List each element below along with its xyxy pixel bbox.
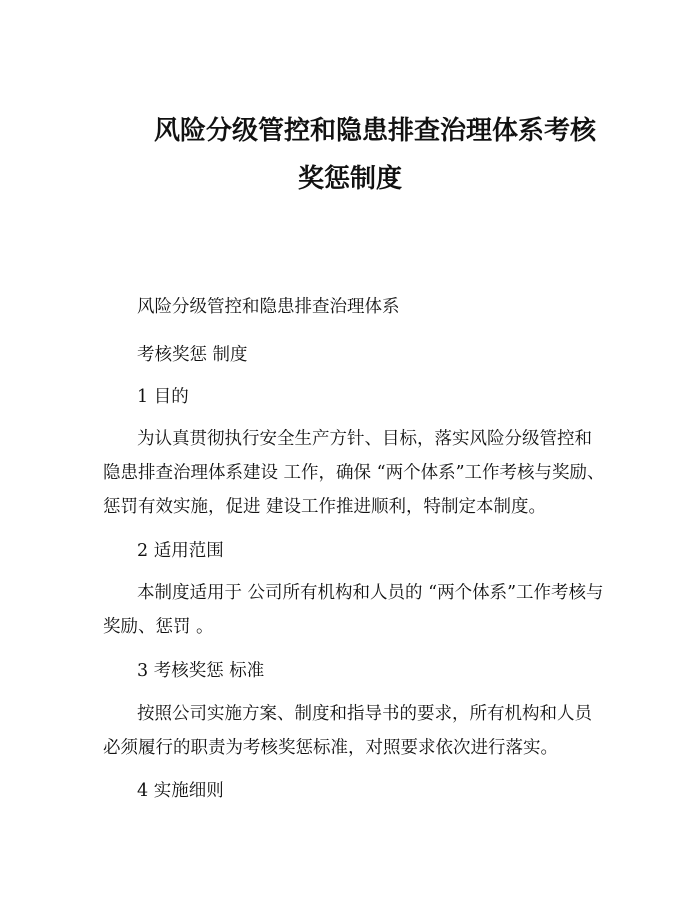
paragraph-line: 按照公司实施方案、制度和指导书的要求，所有机构和人员 <box>137 704 592 724</box>
document-title-line-1: 风险分级管控和隐患排查治理体系考核 <box>153 116 596 146</box>
paragraph-line: 必须履行的职责为考核奖惩标准，对照要求依次进行落实。 <box>103 738 558 758</box>
section-heading-2: 2 适用范围 <box>137 541 224 561</box>
section-heading-3: 3 考核奖惩 标准 <box>137 661 265 681</box>
paragraph-line: 惩罚有效实施，促进 建设工作推进顺利，特制定本制度。 <box>103 497 547 517</box>
paragraph-line: 本制度适用于 公司所有机构和人员的 “两个体系”工作考核与 <box>137 583 604 603</box>
subtitle-line-2: 考核奖惩 制度 <box>137 345 248 365</box>
paragraph-line: 隐患排查治理体系建设 工作，确保 “两个体系”工作考核与奖励、 <box>103 463 605 483</box>
section-1-paragraph <box>103 422 603 524</box>
paragraph-line: 为认真贯彻执行安全生产方针、目标，落实风险分级管控和 <box>137 429 592 449</box>
document-title-line-2: 奖惩制度 <box>297 164 402 194</box>
section-2-paragraph <box>103 576 603 644</box>
subtitle-line-1: 风险分级管控和隐患排查治理体系 <box>137 297 400 317</box>
section-heading-1: 1 目的 <box>137 387 189 407</box>
paragraph-line: 奖励、惩罚 。 <box>103 617 214 637</box>
section-3-paragraph <box>103 697 603 765</box>
section-heading-4: 4 实施细则 <box>137 781 224 801</box>
